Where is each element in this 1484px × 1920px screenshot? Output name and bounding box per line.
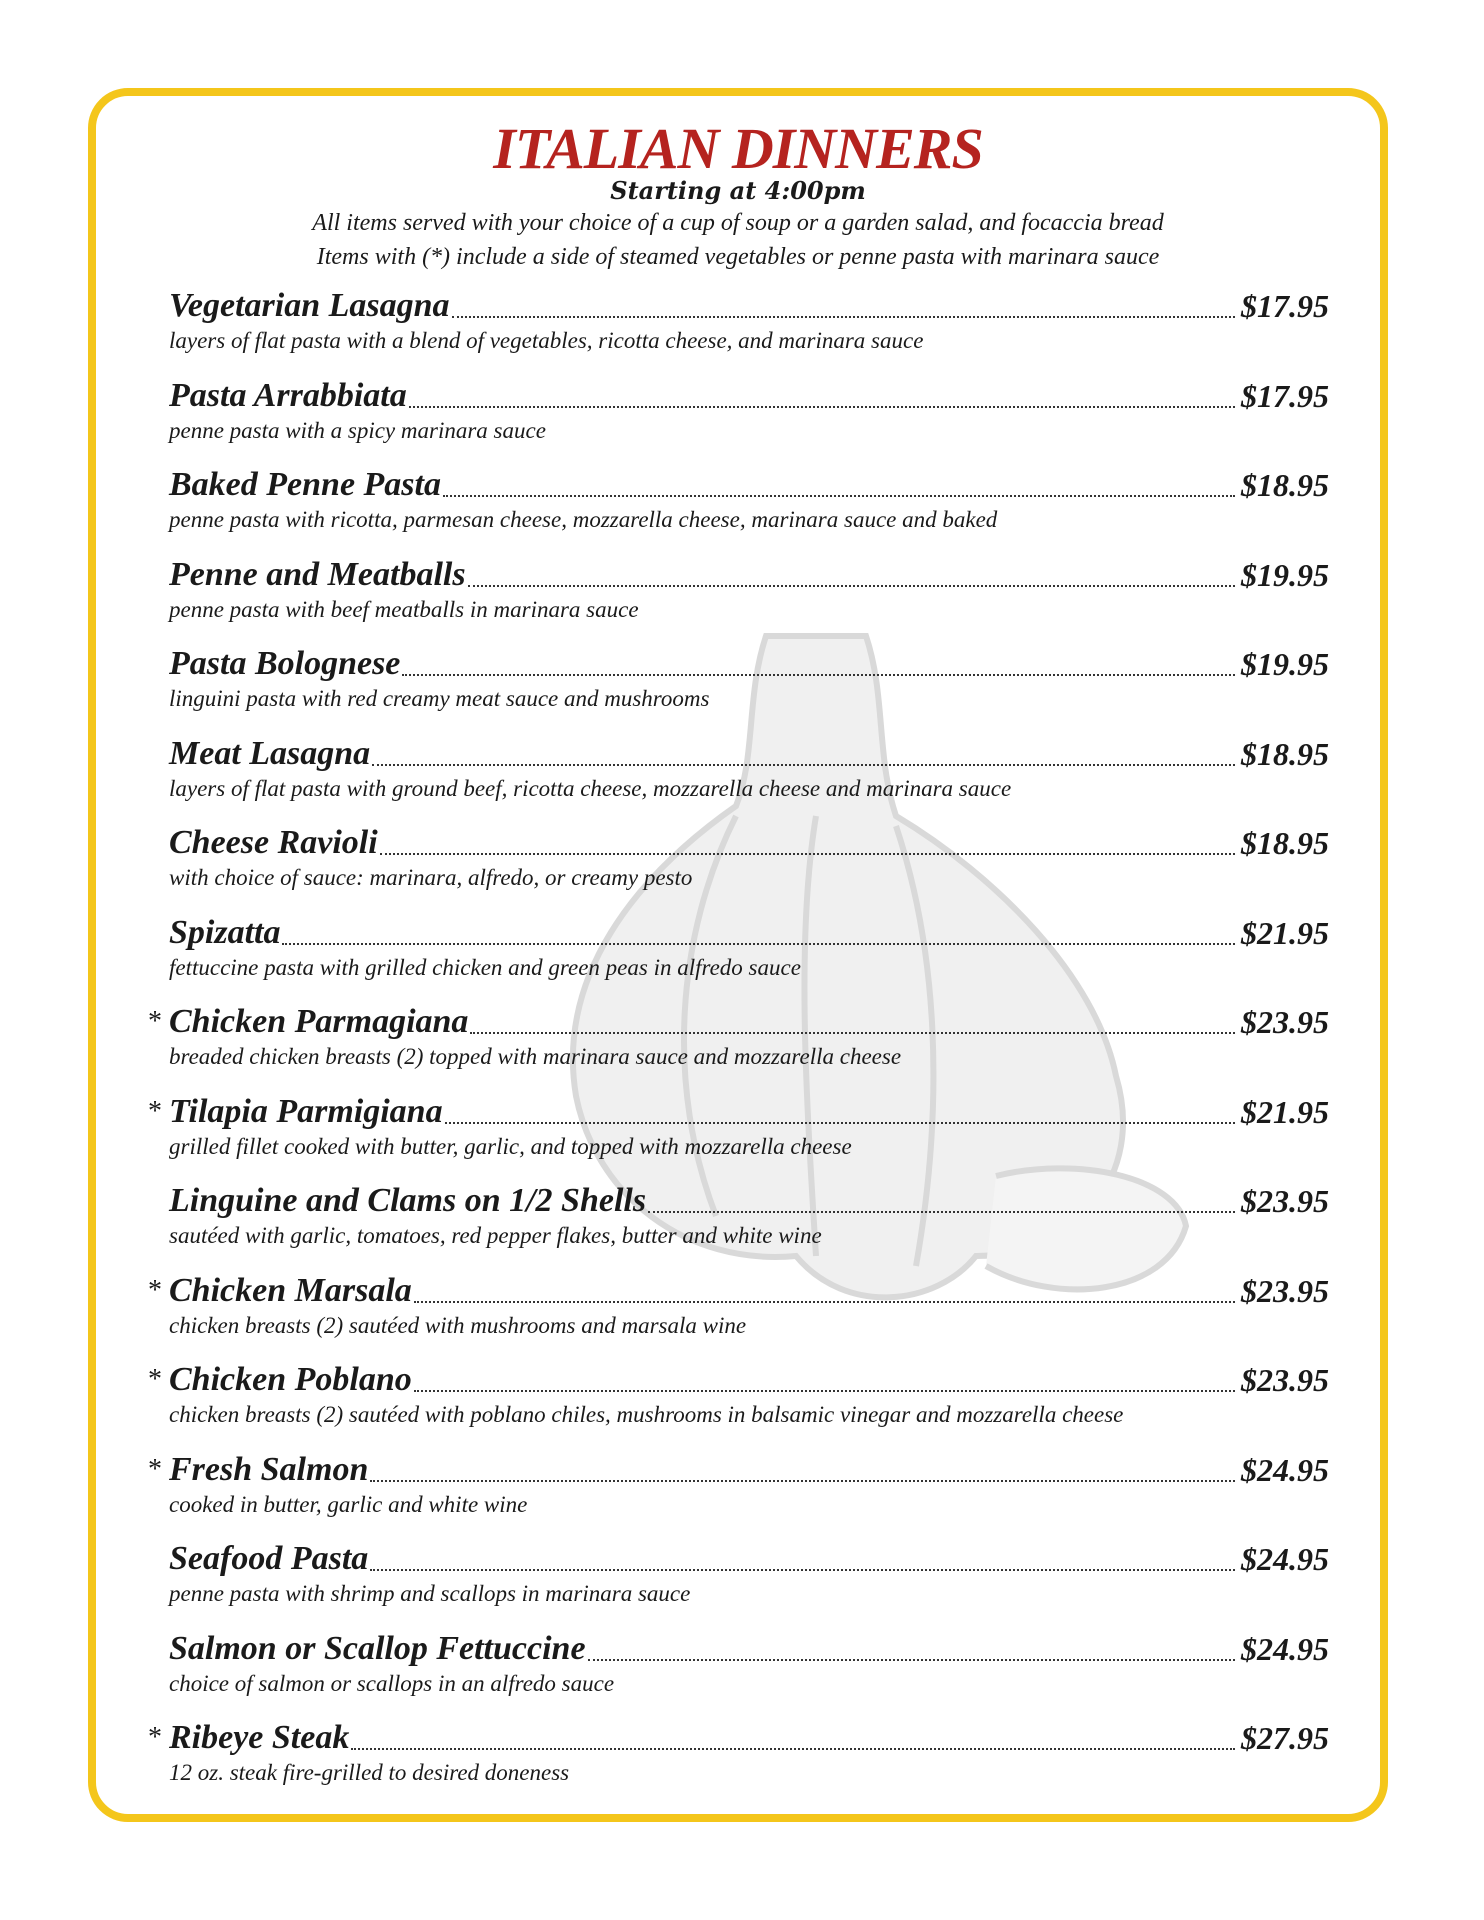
item-name: Tilapia Parmigiana [169,1092,443,1130]
menu-item [96,642,1380,732]
menu-item [96,1537,1380,1627]
item-description: linguini pasta with red creamy meat sauce and mushrooms [169,686,710,711]
dot-leader [380,852,1235,855]
dot-leader [445,1121,1235,1124]
item-price: $18.95 [1241,735,1329,772]
item-description: grilled fillet cooked with butter, garlic, and topped with mozzarella cheese [169,1133,852,1159]
dot-leader [414,1300,1235,1303]
item-description: choice of salmon or scallops in an alfredo sauce [169,1670,615,1696]
menu-item [96,284,1380,374]
item-price: $23.95 [1241,1183,1329,1219]
item-price: $19.95 [1241,556,1329,593]
menu-item [96,553,1380,643]
item-name: Seafood Pasta [169,1540,369,1577]
item-price: $21.95 [1241,1093,1329,1130]
menu-item [96,374,1380,464]
item-price: $27.95 [1241,1720,1329,1756]
dot-leader [402,673,1235,676]
item-name: Vegetarian Lasagna [169,287,450,324]
menu-header [96,118,1380,274]
dot-leader [452,315,1235,318]
item-price: $17.95 [1241,377,1329,414]
dot-leader [414,1389,1235,1392]
item-description: chicken breasts (2) sautéed with poblano chiles, mushrooms in balsamic vinegar and mozzarella cheese [169,1402,1124,1427]
dot-leader [372,763,1235,766]
item-name: Pasta Arrabbiata [169,376,407,414]
item-price: $19.95 [1241,646,1329,682]
menu-frame [88,88,1388,1822]
dot-leader [370,1568,1235,1571]
menu-item [96,1090,1380,1180]
item-description: breaded chicken breasts (2) topped with marinara sauce and mozzarella cheese [169,1044,902,1069]
menu-item [96,1358,1380,1448]
item-name: Salmon or Scallop Fettuccine [169,1629,586,1667]
dot-leader [282,942,1235,945]
item-price: $18.95 [1241,825,1329,861]
item-name: Linguine and Clams on 1/2 Shells [169,1182,647,1219]
asterisk-marker: * [148,1095,162,1127]
item-description: fettuccine pasta with grilled chicken and green peas in alfredo sauce [169,954,801,980]
item-description: penne pasta with shrimp and scallops in marinara sauce [169,1581,691,1606]
item-price: $24.95 [1241,1630,1329,1667]
item-price: $18.95 [1241,467,1329,503]
menu-item [96,1448,1380,1538]
dot-leader [470,1031,1235,1034]
asterisk-marker: * [148,1274,162,1306]
menu-item [96,1269,1380,1359]
item-price: $24.95 [1241,1541,1329,1577]
dot-leader [351,1747,1235,1750]
item-description: sautéed with garlic, tomatoes, red pepper flakes, butter and white wine [169,1223,822,1248]
item-name: Baked Penne Pasta [169,466,441,503]
page-title: ITALIAN DINNERS [493,116,983,181]
item-name: Chicken Marsala [169,1271,412,1309]
item-name: Chicken Poblano [169,1361,412,1398]
item-price: $21.95 [1241,914,1329,951]
item-price: $23.95 [1241,1272,1329,1309]
item-price: $17.95 [1241,288,1329,324]
item-name: Chicken Parmagiana [169,1003,469,1040]
item-name: Cheese Ravioli [169,824,378,861]
item-name: Penne and Meatballs [169,555,466,593]
menu-list [96,284,1380,1806]
menu-item [96,1627,1380,1717]
item-description: penne pasta with a spicy marinara sauce [169,417,546,443]
menu-item [96,1000,1380,1090]
item-name: Fresh Salmon [169,1450,369,1488]
dot-leader [370,1479,1235,1482]
asterisk-marker: * [148,1364,162,1395]
item-name: Pasta Bolognese [169,645,401,682]
dot-leader [648,1210,1235,1213]
item-description: penne pasta with ricotta, parmesan cheese, mozzarella cheese, marinara sauce and baked [169,507,998,532]
served-with-note: All items served with your choice of a cup of soup or a garden salad, and focaccia bread [312,210,1164,236]
menu-item [96,821,1380,911]
menu-item [96,1716,1380,1806]
item-price: $23.95 [1241,1362,1329,1398]
asterisk-marker: * [148,1006,162,1037]
menu-item [96,732,1380,822]
item-name: Ribeye Steak [169,1719,350,1756]
item-price: $23.95 [1241,1004,1329,1040]
item-description: 12 oz. steak fire-grilled to desired doneness [169,1760,570,1785]
dot-leader [468,584,1235,587]
menu-item [96,1179,1380,1269]
item-description: cooked in butter, garlic and white wine [169,1491,528,1517]
dot-leader [588,1658,1235,1661]
menu-item [96,463,1380,553]
menu-item [96,911,1380,1001]
item-description: penne pasta with beef meatballs in marinara sauce [169,596,639,622]
item-description: chicken breasts (2) sautéed with mushrooms and marsala wine [169,1312,747,1338]
asterisk-marker: * [148,1453,162,1485]
dot-leader [409,405,1235,408]
item-name: Spizatta [169,913,281,951]
item-description: layers of flat pasta with ground beef, ricotta cheese, mozzarella cheese and marinara sauce [169,775,1012,801]
service-time: Starting at 4:00pm [610,176,866,205]
item-name: Meat Lasagna [169,734,371,772]
asterisk-marker: * [148,1722,162,1753]
asterisk-note: Items with (*) include a side of steamed vegetables or penne pasta with marinara sauce [316,244,1160,270]
item-price: $24.95 [1241,1451,1329,1488]
item-description: with choice of sauce: marinara, alfredo, or creamy pesto [169,865,693,890]
item-description: layers of flat pasta with a blend of vegetables, ricotta cheese, and marinara sauce [169,328,924,353]
dot-leader [443,494,1235,497]
